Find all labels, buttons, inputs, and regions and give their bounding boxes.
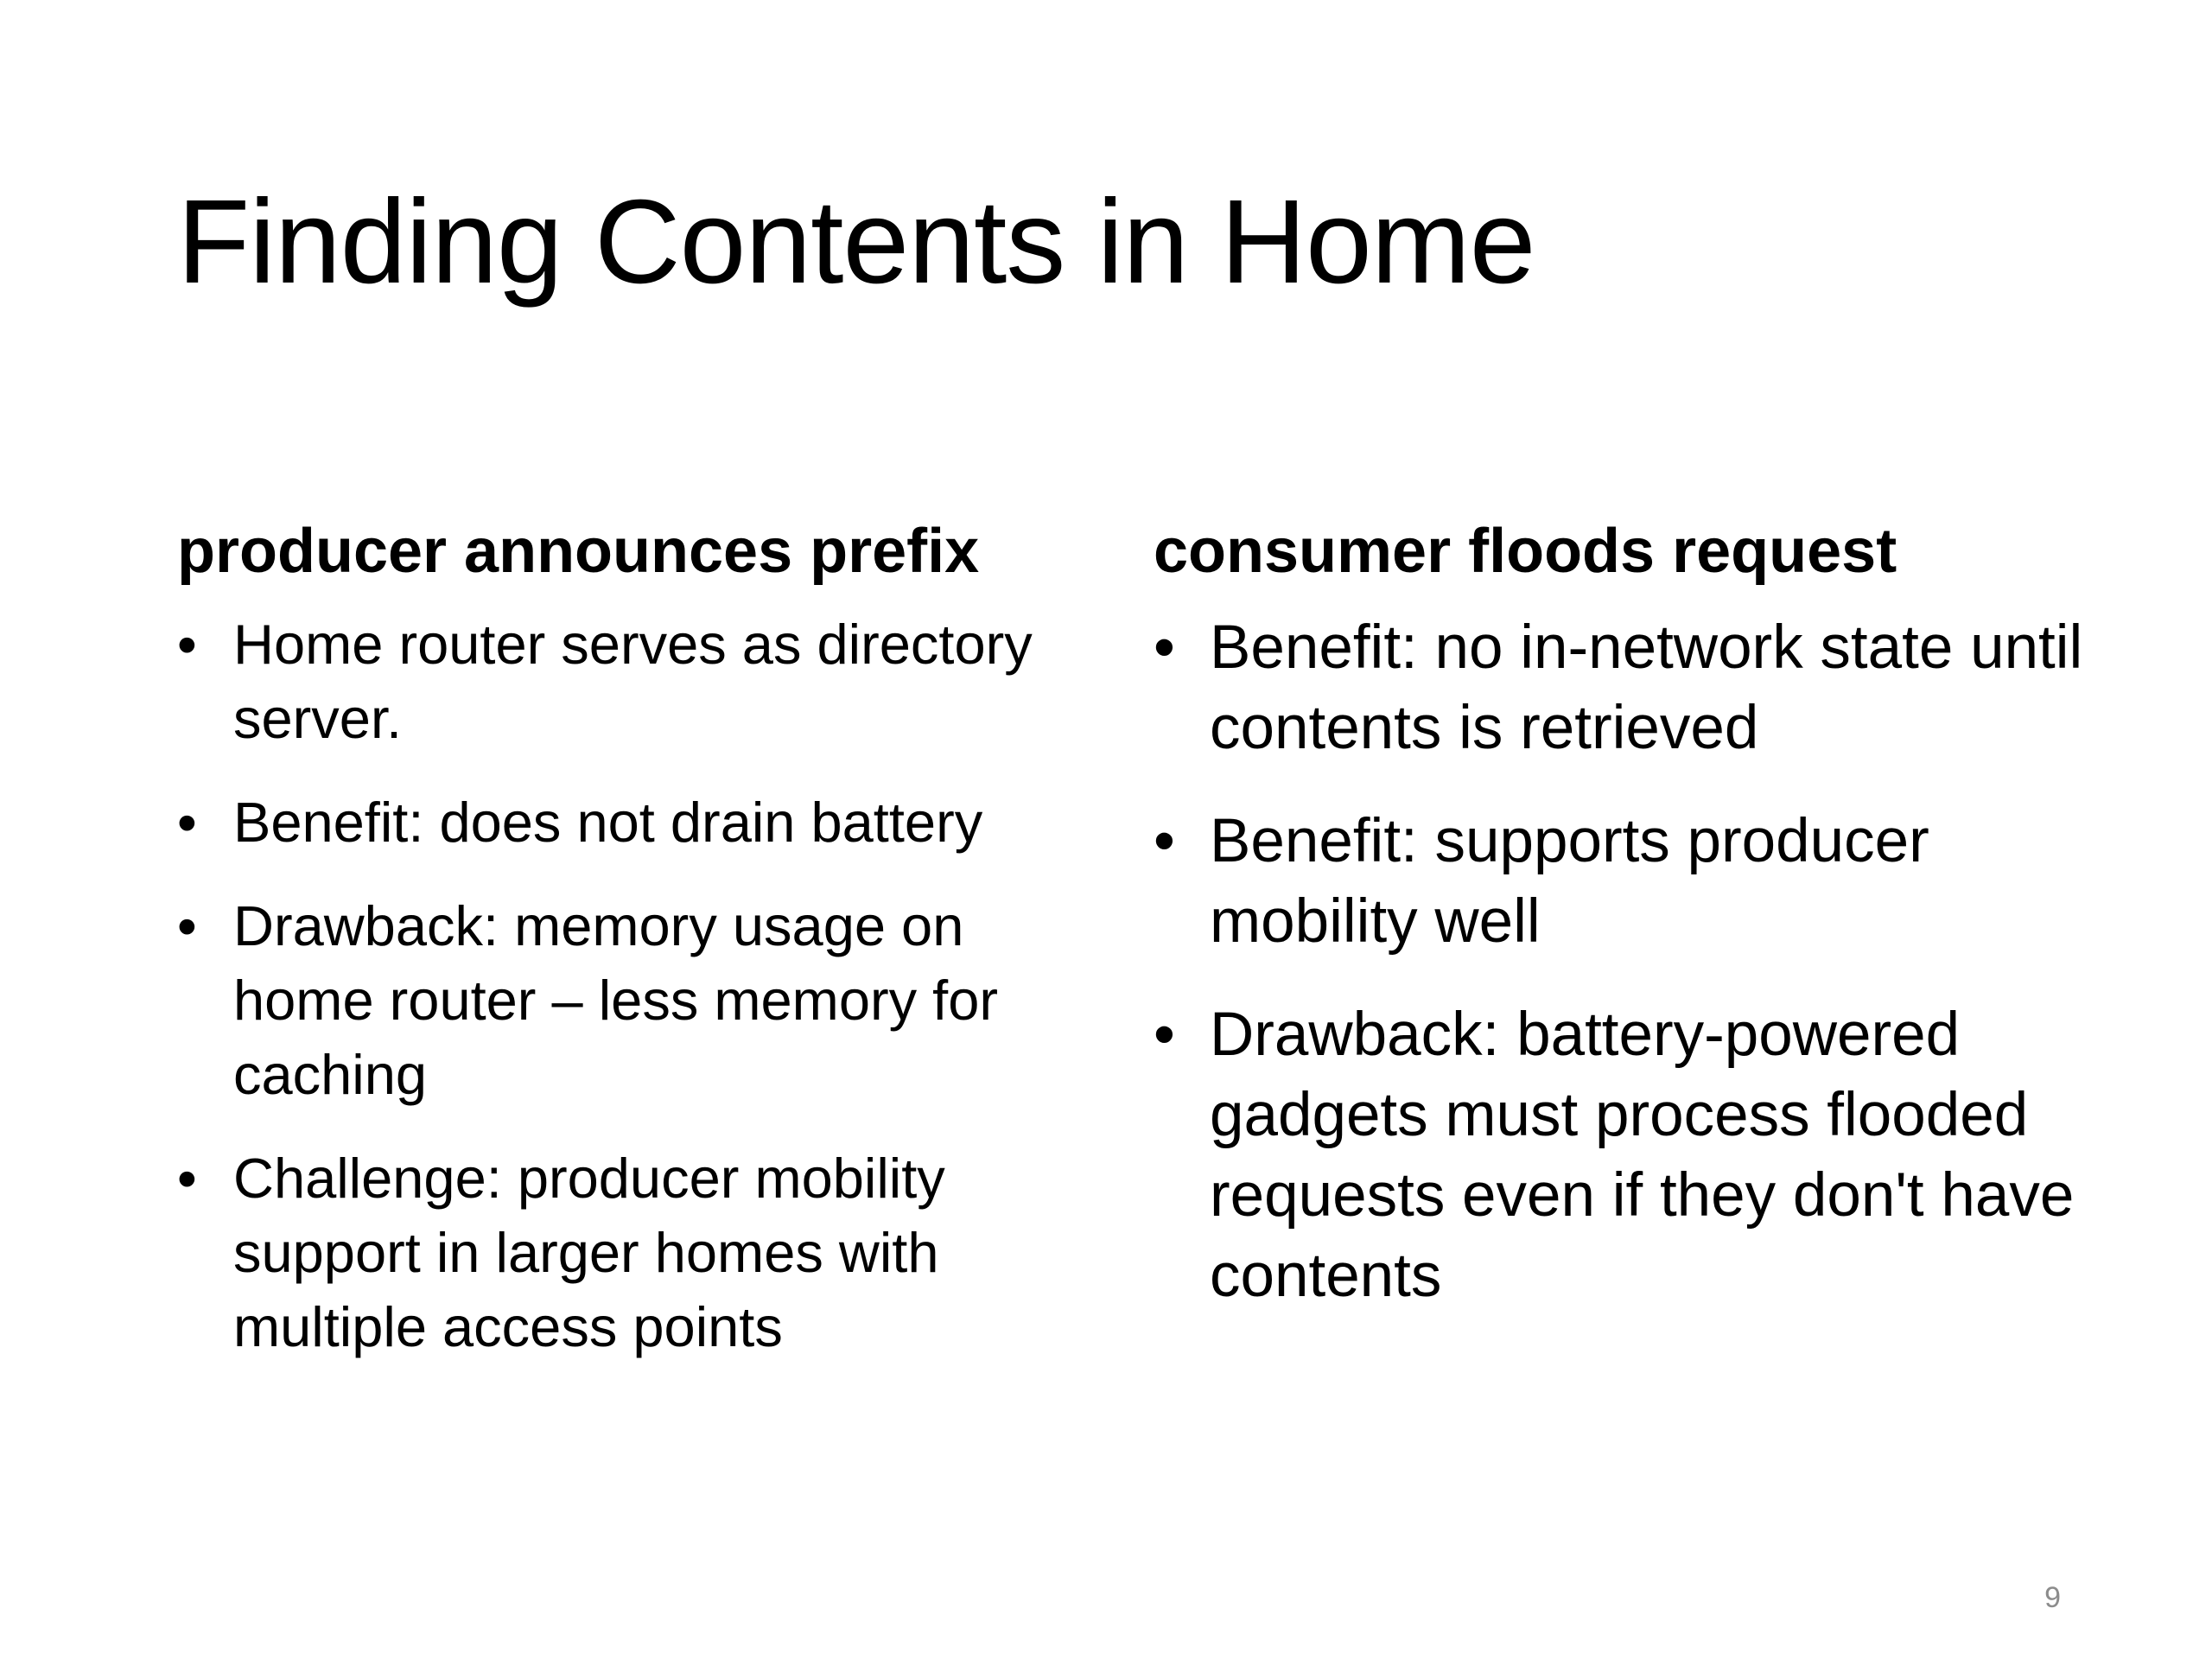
bullet-icon: •	[177, 613, 197, 677]
bullet-icon: •	[1154, 1001, 1175, 1070]
page-number: 9	[2044, 1581, 2061, 1614]
right-column-heading: consumer floods request	[1154, 517, 1897, 586]
bullet-text: Challenge: producer mobility support in larger homes with multiple access points	[233, 1147, 945, 1359]
bullet-text: Benefit: supports producer mobility well	[1210, 807, 1929, 957]
bullet-icon: •	[177, 791, 197, 855]
left-column	[177, 514, 1084, 1394]
right-bullet-list	[1154, 607, 2147, 1316]
list-item	[1154, 801, 2147, 962]
slide-title: Finding Contents in Home	[177, 175, 1535, 308]
list-item	[177, 889, 1084, 1112]
bullet-text: Drawback: memory usage on home router – less memory for caching	[233, 894, 999, 1107]
list-item	[1154, 607, 2147, 768]
right-column	[1154, 514, 2147, 1349]
list-item	[1154, 995, 2147, 1316]
left-bullet-list	[177, 607, 1084, 1364]
left-column-heading: producer announces prefix	[177, 517, 980, 586]
bullet-text: Home router serves as directory server.	[233, 613, 1033, 751]
list-item	[177, 607, 1084, 756]
list-item	[177, 1141, 1084, 1364]
bullet-text: Benefit: does not drain battery	[233, 791, 983, 855]
bullet-icon: •	[1154, 807, 1175, 876]
bullet-icon: •	[177, 894, 197, 958]
list-item	[177, 785, 1084, 860]
bullet-text: Drawback: battery-powered gadgets must process flooded requests even if they don't have contents	[1210, 1001, 2075, 1311]
bullet-text: Benefit: no in-network state until contents is retrieved	[1210, 613, 2083, 763]
bullet-icon: •	[1154, 613, 1175, 683]
bullet-icon: •	[177, 1147, 197, 1211]
